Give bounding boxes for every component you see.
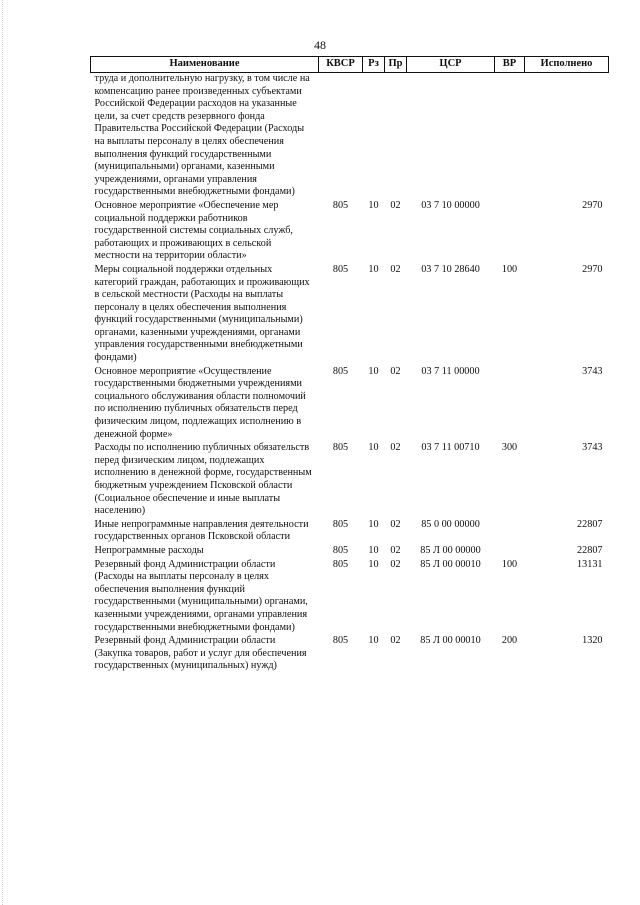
- row-pr: [385, 73, 407, 199]
- table-row: [91, 544, 609, 558]
- row-kvsr: 805: [332, 635, 349, 647]
- row-amount: 22807: [577, 518, 603, 530]
- row-amount: 1320: [582, 635, 603, 647]
- row-vr: [495, 518, 525, 544]
- row-vr: [495, 199, 525, 263]
- row-pr: 02: [390, 558, 401, 570]
- row-vr: 200: [501, 635, 518, 647]
- row-csr: 85 Л 00 00010: [420, 558, 481, 570]
- table-row: [91, 263, 609, 365]
- page-number: 48: [314, 38, 326, 52]
- row-csr: 03 7 11 00710: [421, 442, 480, 454]
- row-csr: 85 Л 00 00010: [420, 635, 481, 647]
- table-header-row: [91, 57, 609, 73]
- row-pr: 02: [390, 263, 401, 275]
- row-name: Основное мероприятие «Обеспечение мер социальной поддержки работников государственной системы социальных служб, работающих и проживающих в сельской местности на территории области»: [94, 199, 293, 262]
- header-pr: Пр: [385, 57, 407, 73]
- row-csr: 03 7 10 00000: [421, 199, 480, 211]
- row-kvsr: 805: [332, 558, 349, 570]
- table-row: [91, 73, 609, 199]
- table-row: [91, 558, 609, 635]
- row-name: Расходы по исполнению публичных обязательств перед физическим лицом, подлежащих исполнению в денежной форме, государственным бюджетным учреждением Псковской области (Социальное обеспечение и иные выплаты населению): [94, 442, 312, 517]
- row-kvsr: [319, 73, 363, 199]
- row-pr: 02: [390, 518, 401, 530]
- row-amount: [525, 73, 609, 199]
- row-vr: [495, 544, 525, 558]
- table-row: [91, 518, 609, 544]
- row-pr: 02: [390, 365, 401, 377]
- row-pr: 02: [390, 199, 401, 211]
- row-rz: [363, 73, 385, 199]
- table-row: [91, 365, 609, 442]
- row-amount: 22807: [577, 544, 603, 556]
- row-vr: [495, 365, 525, 442]
- budget-execution-table: [90, 56, 609, 673]
- row-rz: 10: [368, 199, 379, 211]
- header-amount: Исполнено: [525, 57, 609, 73]
- header-vr: ВР: [495, 57, 525, 73]
- row-name: Основное мероприятие «Осуществление государственными бюджетными учреждениями социального обслуживания области полномочий по исполнению публичных обязательств перед физическим лицом, подлежащих исполнению в денежной форме»: [94, 365, 306, 440]
- row-pr: 02: [390, 544, 401, 556]
- table-row: [91, 199, 609, 263]
- row-csr: [407, 73, 495, 199]
- table-row: [91, 441, 609, 518]
- row-pr: 02: [390, 635, 401, 647]
- row-rz: 10: [368, 558, 379, 570]
- row-vr: 300: [501, 442, 518, 454]
- header-csr: ЦСР: [407, 57, 495, 73]
- row-rz: 10: [368, 442, 379, 454]
- row-vr: [495, 73, 525, 199]
- row-amount: 2970: [582, 199, 603, 211]
- header-rz: Рз: [363, 57, 385, 73]
- row-name: Иные непрограммные направления деятельности государственных органов Псковской области: [94, 518, 309, 543]
- row-kvsr: 805: [332, 544, 349, 556]
- header-name: Наименование: [91, 57, 319, 73]
- row-amount: 13131: [577, 558, 603, 570]
- table-body: [91, 73, 609, 673]
- row-name: Меры социальной поддержки отдельных категорий граждан, работающих и проживающих в сельской местности (Расходы на выплаты персоналу в целях обеспечения выполнения функций государственными (муниципальными) органами, казенными учреждениями, органами управления государственными внебюджетными фондами): [94, 263, 310, 364]
- row-kvsr: 805: [332, 199, 349, 211]
- row-csr: 85 Л 00 00000: [420, 544, 481, 556]
- row-amount: 3743: [582, 365, 603, 377]
- header-kvsr: КВСР: [319, 57, 363, 73]
- row-vr: 100: [501, 263, 518, 275]
- row-kvsr: 805: [332, 365, 349, 377]
- row-csr: 03 7 11 00000: [421, 365, 480, 377]
- row-kvsr: 805: [332, 263, 349, 275]
- row-rz: 10: [368, 263, 379, 275]
- row-name: Непрограммные расходы: [94, 544, 204, 556]
- row-name: Резервный фонд Администрации области (Расходы на выплаты персоналу в целях обеспечения выполнения функций государственными (муниципальными) органами, казенными учреждениями, органами управления государственными внебюджетными фондами): [94, 558, 308, 633]
- table-row: [91, 634, 609, 673]
- row-rz: 10: [368, 365, 379, 377]
- row-kvsr: 805: [332, 518, 349, 530]
- row-pr: 02: [390, 442, 401, 454]
- row-amount: 3743: [582, 442, 603, 454]
- row-kvsr: 805: [332, 442, 349, 454]
- row-csr: 03 7 10 28640: [421, 263, 480, 275]
- scan-margin-line: [2, 0, 4, 905]
- row-name: труда и дополнительную нагрузку, в том числе на компенсацию ранее произведенных субъектами Российской Федерации расходов на указанные цели, за счет средств резервного фонда Правительства Российской Федерации (Расходы на выплаты персоналу в целях обеспечения выполнения функций государственными (муниципальными) органами, казенными учреждениями, органами управления государственными внебюджетными фондами): [94, 73, 310, 198]
- row-vr: 100: [501, 558, 518, 570]
- row-rz: 10: [368, 544, 379, 556]
- row-amount: 2970: [582, 263, 603, 275]
- row-rz: 10: [368, 635, 379, 647]
- row-rz: 10: [368, 518, 379, 530]
- row-name: Резервный фонд Администрации области (Закупка товаров, работ и услуг для обеспечения государственных (муниципальных) нужд): [94, 635, 307, 672]
- row-csr: 85 0 00 00000: [421, 518, 480, 530]
